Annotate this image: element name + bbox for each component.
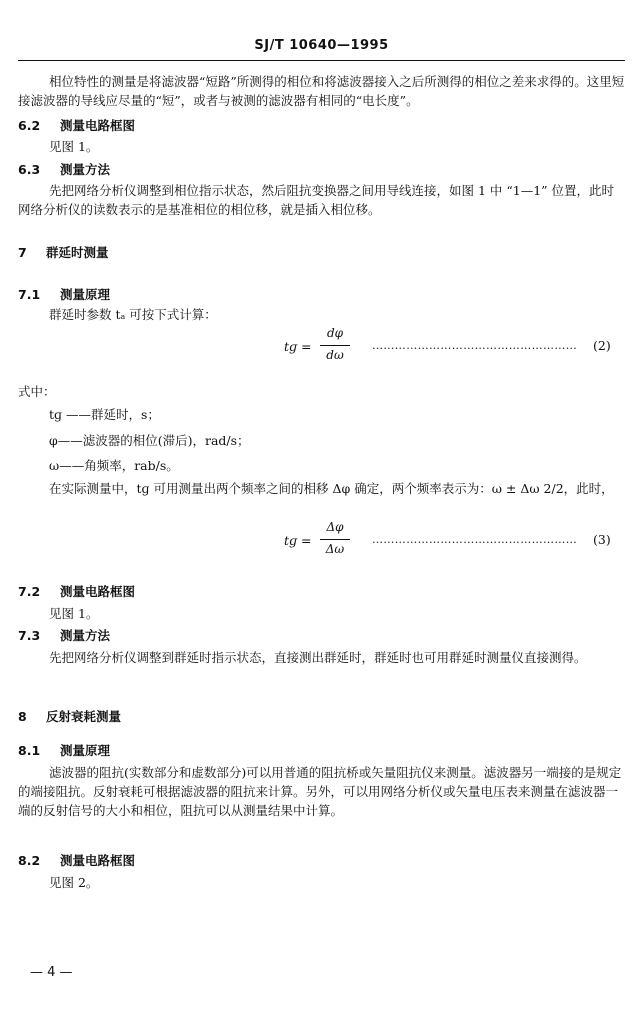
- equation-2-lhs: tɡ =: [284, 339, 312, 354]
- paragraph-7-2-body: 见图 1。: [49, 606, 99, 621]
- paragraph-6-3-body: 先把网络分析仪调整到相位指示状态，然后阻抗变换器之间用导线连接，如图 1 中 “1—1” 位置，此时网络分析仪的读数表示的是基准相位的相位移，就是插入相位移。: [18, 183, 615, 217]
- heading-7: [18, 243, 109, 261]
- equation-2-number: (2): [593, 338, 611, 353]
- section-title: 测量方法: [60, 162, 111, 177]
- section-number: 6.3: [18, 162, 41, 177]
- equation-3-leader-dots: ………………………………………………: [372, 533, 578, 546]
- section-title: 测量电路框图: [60, 853, 136, 868]
- section-title: 测量原理: [60, 743, 111, 758]
- section-number: 8.1: [18, 743, 41, 758]
- paragraph-8-2-body: 见图 2。: [49, 875, 99, 890]
- equation-3-denominator: Δω: [325, 542, 345, 556]
- running-header: SJ/T 10640—1995: [254, 38, 389, 53]
- section-number: 7.1: [18, 287, 41, 302]
- paragraph-phase-principle: 相位特性的测量是将滤波器“短路”所测得的相位和将滤波器接入之后所测得的相位之差来求得的。这里短接滤波器的导线应尽量的“短”，或者与被测的滤波器有相同的“电长度”。: [18, 74, 625, 108]
- section-title: 反射衰耗测量: [46, 709, 122, 724]
- section-number: 7.3: [18, 628, 41, 643]
- paragraph-where: 式中：: [18, 384, 56, 399]
- paragraph-6-2-body: 见图 1。: [49, 139, 99, 154]
- equation-2-denominator: dω: [326, 348, 344, 362]
- heading-7-2: [18, 582, 135, 600]
- heading-6-3: [18, 160, 110, 178]
- section-number: 7: [18, 245, 27, 260]
- heading-8: [18, 707, 121, 725]
- section-title: 测量方法: [60, 628, 111, 643]
- section-number: 8: [18, 709, 27, 724]
- paragraph-7-3-body: 先把网络分析仪调整到群延时指示状态，直接测出群延时，群延时也可用群延时测量仪直接测得。: [49, 650, 587, 665]
- header-rule: [18, 60, 625, 61]
- equation-2-leader-dots: ………………………………………………: [372, 339, 578, 352]
- heading-7-1: [18, 285, 110, 303]
- section-title: 测量电路框图: [60, 118, 136, 133]
- section-number: 6.2: [18, 118, 41, 133]
- paragraph-8-1-body: 滤波器的阻抗(实数部分和虚数部分)可以用普通的阻抗桥或矢量阻抗仪来测量。滤波器另一端接的是规定的端接阻抗。反射衰耗可根据滤波器的阻抗来计算。另外，可以用网络分析仪或矢量电压表来测量在滤波器一端的反射信号的大小和相位，阻抗可以从测量结果中计算。: [18, 765, 622, 818]
- paragraph-7-1-body: 群延时参数 tₐ 可按下式计算：: [49, 307, 217, 322]
- heading-8-2: [18, 851, 135, 869]
- section-title: 测量电路框图: [60, 584, 136, 599]
- definition-omega: ω——角频率，rab/s。: [49, 458, 179, 473]
- equation-3-numerator: Δφ: [326, 520, 344, 534]
- equation-3-fraction-bar: [320, 539, 350, 540]
- section-title: 群延时测量: [46, 245, 109, 260]
- section-title: 测量原理: [60, 287, 111, 302]
- equation-3-number: (3): [593, 532, 611, 547]
- equation-2-numerator: dφ: [326, 326, 344, 340]
- definition-tg: tɡ ——群延时，s；: [49, 407, 160, 422]
- heading-8-1: [18, 741, 110, 759]
- definition-phi: φ——滤波器的相位(滞后)，rad/s；: [49, 433, 250, 448]
- heading-6-2: [18, 116, 135, 134]
- section-number: 7.2: [18, 584, 41, 599]
- paragraph-practice: 在实际测量中，tɡ 可用测量出两个频率之间的相移 Δφ 确定，两个频率表示为：ω ± Δω 2/2，此时，: [49, 481, 614, 496]
- page-number: — 4 —: [30, 965, 73, 980]
- heading-7-3: [18, 626, 110, 644]
- section-number: 8.2: [18, 853, 41, 868]
- equation-2-fraction-bar: [320, 345, 350, 346]
- equation-3-lhs: tɡ =: [284, 533, 312, 548]
